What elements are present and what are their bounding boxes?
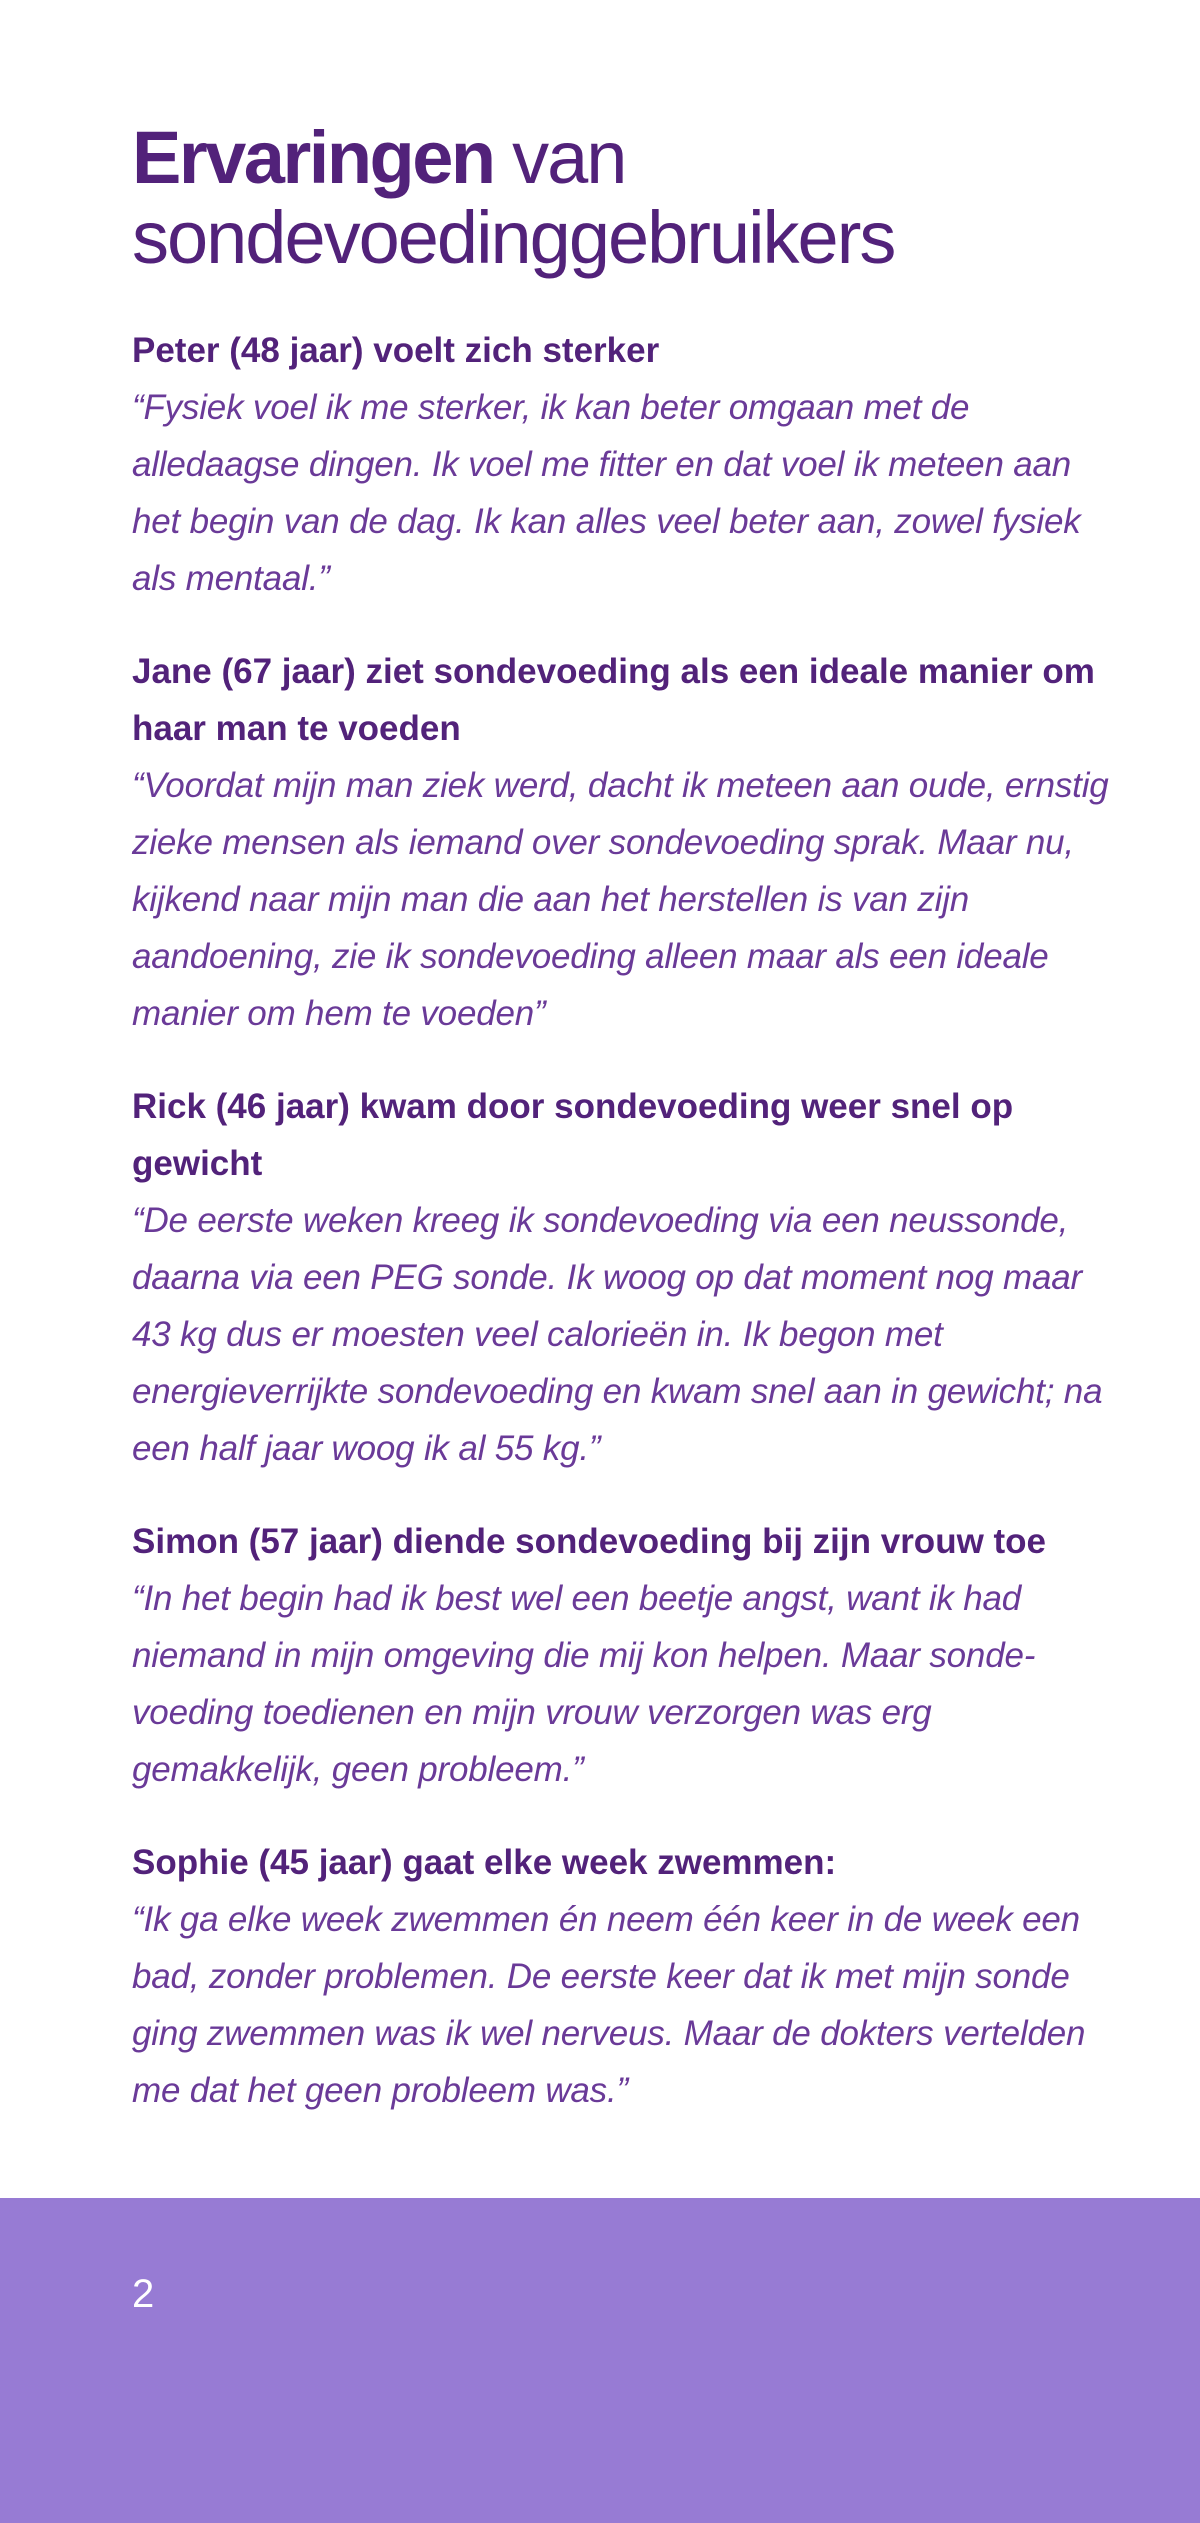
testimonial-quote: “In het begin had ik best wel een beetje angst, want ik had niemand in mijn omgeving die mij kon helpen. Maar sonde-voeding toedienen en mijn vrouw verzorgen was erg gemakkelijk, geen probleem.” [132, 1579, 1036, 1789]
testimonial-quote: “Ik ga elke week zwemmen én neem één keer in de week een bad, zonder problemen. De eerste keer dat ik met mijn sonde ging zwemmen was ik wel nerveus. Maar de dokters vertelden me dat het geen probleem was.” [132, 1900, 1086, 2110]
page-title-bold: Ervaringen [132, 116, 494, 199]
testimonial-quote: “De eerste weken kreeg ik sondevoeding via een neussonde, daarna via een PEG sonde. Ik woog op dat moment nog maar 43 kg dus er moesten veel calorieën in. Ik begon met energieverrijkte sondevoeding en kwam snel aan in gewicht; na een half jaar woog ik al 55 kg.” [132, 1201, 1103, 1468]
testimonial-peter [132, 322, 1112, 607]
testimonial-heading: Rick (46 jaar) kwam door sondevoeding weer snel op gewicht [132, 1087, 1014, 1183]
testimonial-quote: “Fysiek voel ik me sterker, ik kan beter omgaan met de alledaagse dingen. Ik voel me fitter en dat voel ik meteen aan het begin van de dag. Ik kan alles veel beter aan, zowel fysiek als mentaal.” [132, 388, 1081, 598]
testimonial-simon [132, 1513, 1112, 1798]
page-title-line2: sondevoedinggebruikers [132, 196, 895, 279]
testimonial-quote: “Voordat mijn man ziek werd, dacht ik meteen aan oude, ernstig zieke mensen als iemand over sondevoeding sprak. Maar nu, kijkend naar mijn man die aan het herstellen is van zijn aandoening, zie ik sondevoeding alleen maar als een ideale manier om hem te voeden” [132, 766, 1109, 1033]
testimonial-heading: Jane (67 jaar) ziet sondevoeding als een ideale manier om haar man te voeden [132, 652, 1095, 748]
page-title-light: van [512, 116, 626, 199]
testimonial-rick [132, 1078, 1112, 1477]
page-title [132, 118, 1112, 278]
testimonials-list [132, 322, 1112, 2119]
testimonial-sophie [132, 1834, 1112, 2119]
main-content [132, 118, 1112, 2155]
testimonial-heading: Simon (57 jaar) diende sondevoeding bij zijn vrouw toe [132, 1522, 1047, 1561]
footer-band [0, 2198, 1200, 2523]
page-number: 2 [132, 2272, 155, 2316]
testimonial-heading: Peter (48 jaar) voelt zich sterker [132, 331, 660, 370]
testimonial-jane [132, 643, 1112, 1042]
testimonial-heading: Sophie (45 jaar) gaat elke week zwemmen: [132, 1843, 837, 1882]
